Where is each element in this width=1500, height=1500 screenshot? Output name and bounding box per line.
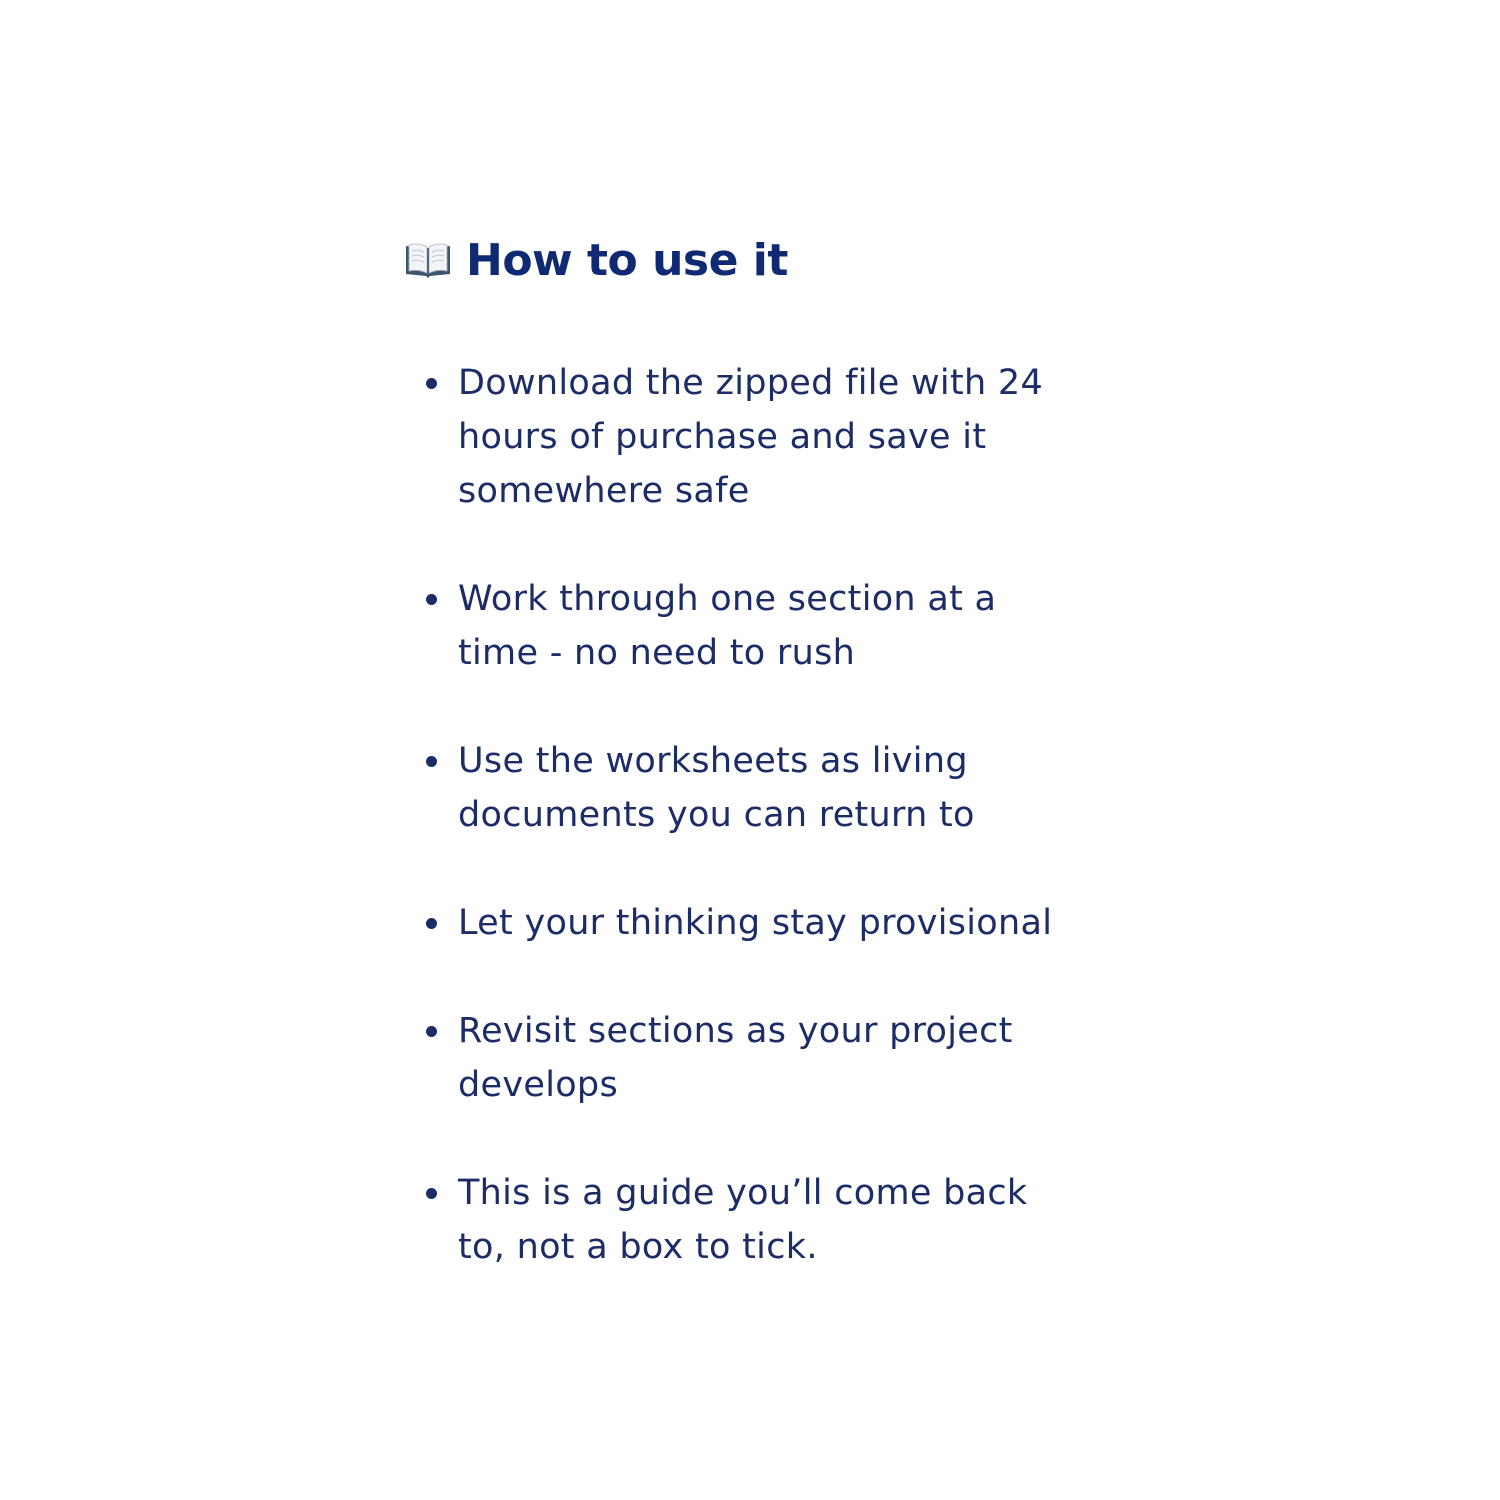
bullet-dot <box>426 756 437 767</box>
bullet-dot <box>426 378 437 389</box>
content-area <box>404 0 1144 1500</box>
page-title: How to use it <box>466 234 788 286</box>
bullet-dot <box>426 1188 437 1199</box>
section-heading <box>404 228 788 292</box>
bullet-dot <box>426 918 437 929</box>
list-item-text: Revisit sections as your project develops <box>458 1011 1013 1105</box>
list-item-text: Use the worksheets as living documents you can return to <box>458 741 975 835</box>
bullet-dot <box>426 594 437 605</box>
list-item-text: Let your thinking stay provisional <box>458 903 1053 943</box>
list-item-text: Download the zipped file with 24 hours of purchase and save it somewhere safe <box>458 363 1044 511</box>
bullet-dot <box>426 1026 437 1037</box>
list-item-text: Work through one section at a time - no need to rush <box>458 579 997 673</box>
list-item-text: This is a guide you’ll come back to, not a box to tick. <box>458 1173 1028 1267</box>
open-book-icon <box>404 240 452 280</box>
